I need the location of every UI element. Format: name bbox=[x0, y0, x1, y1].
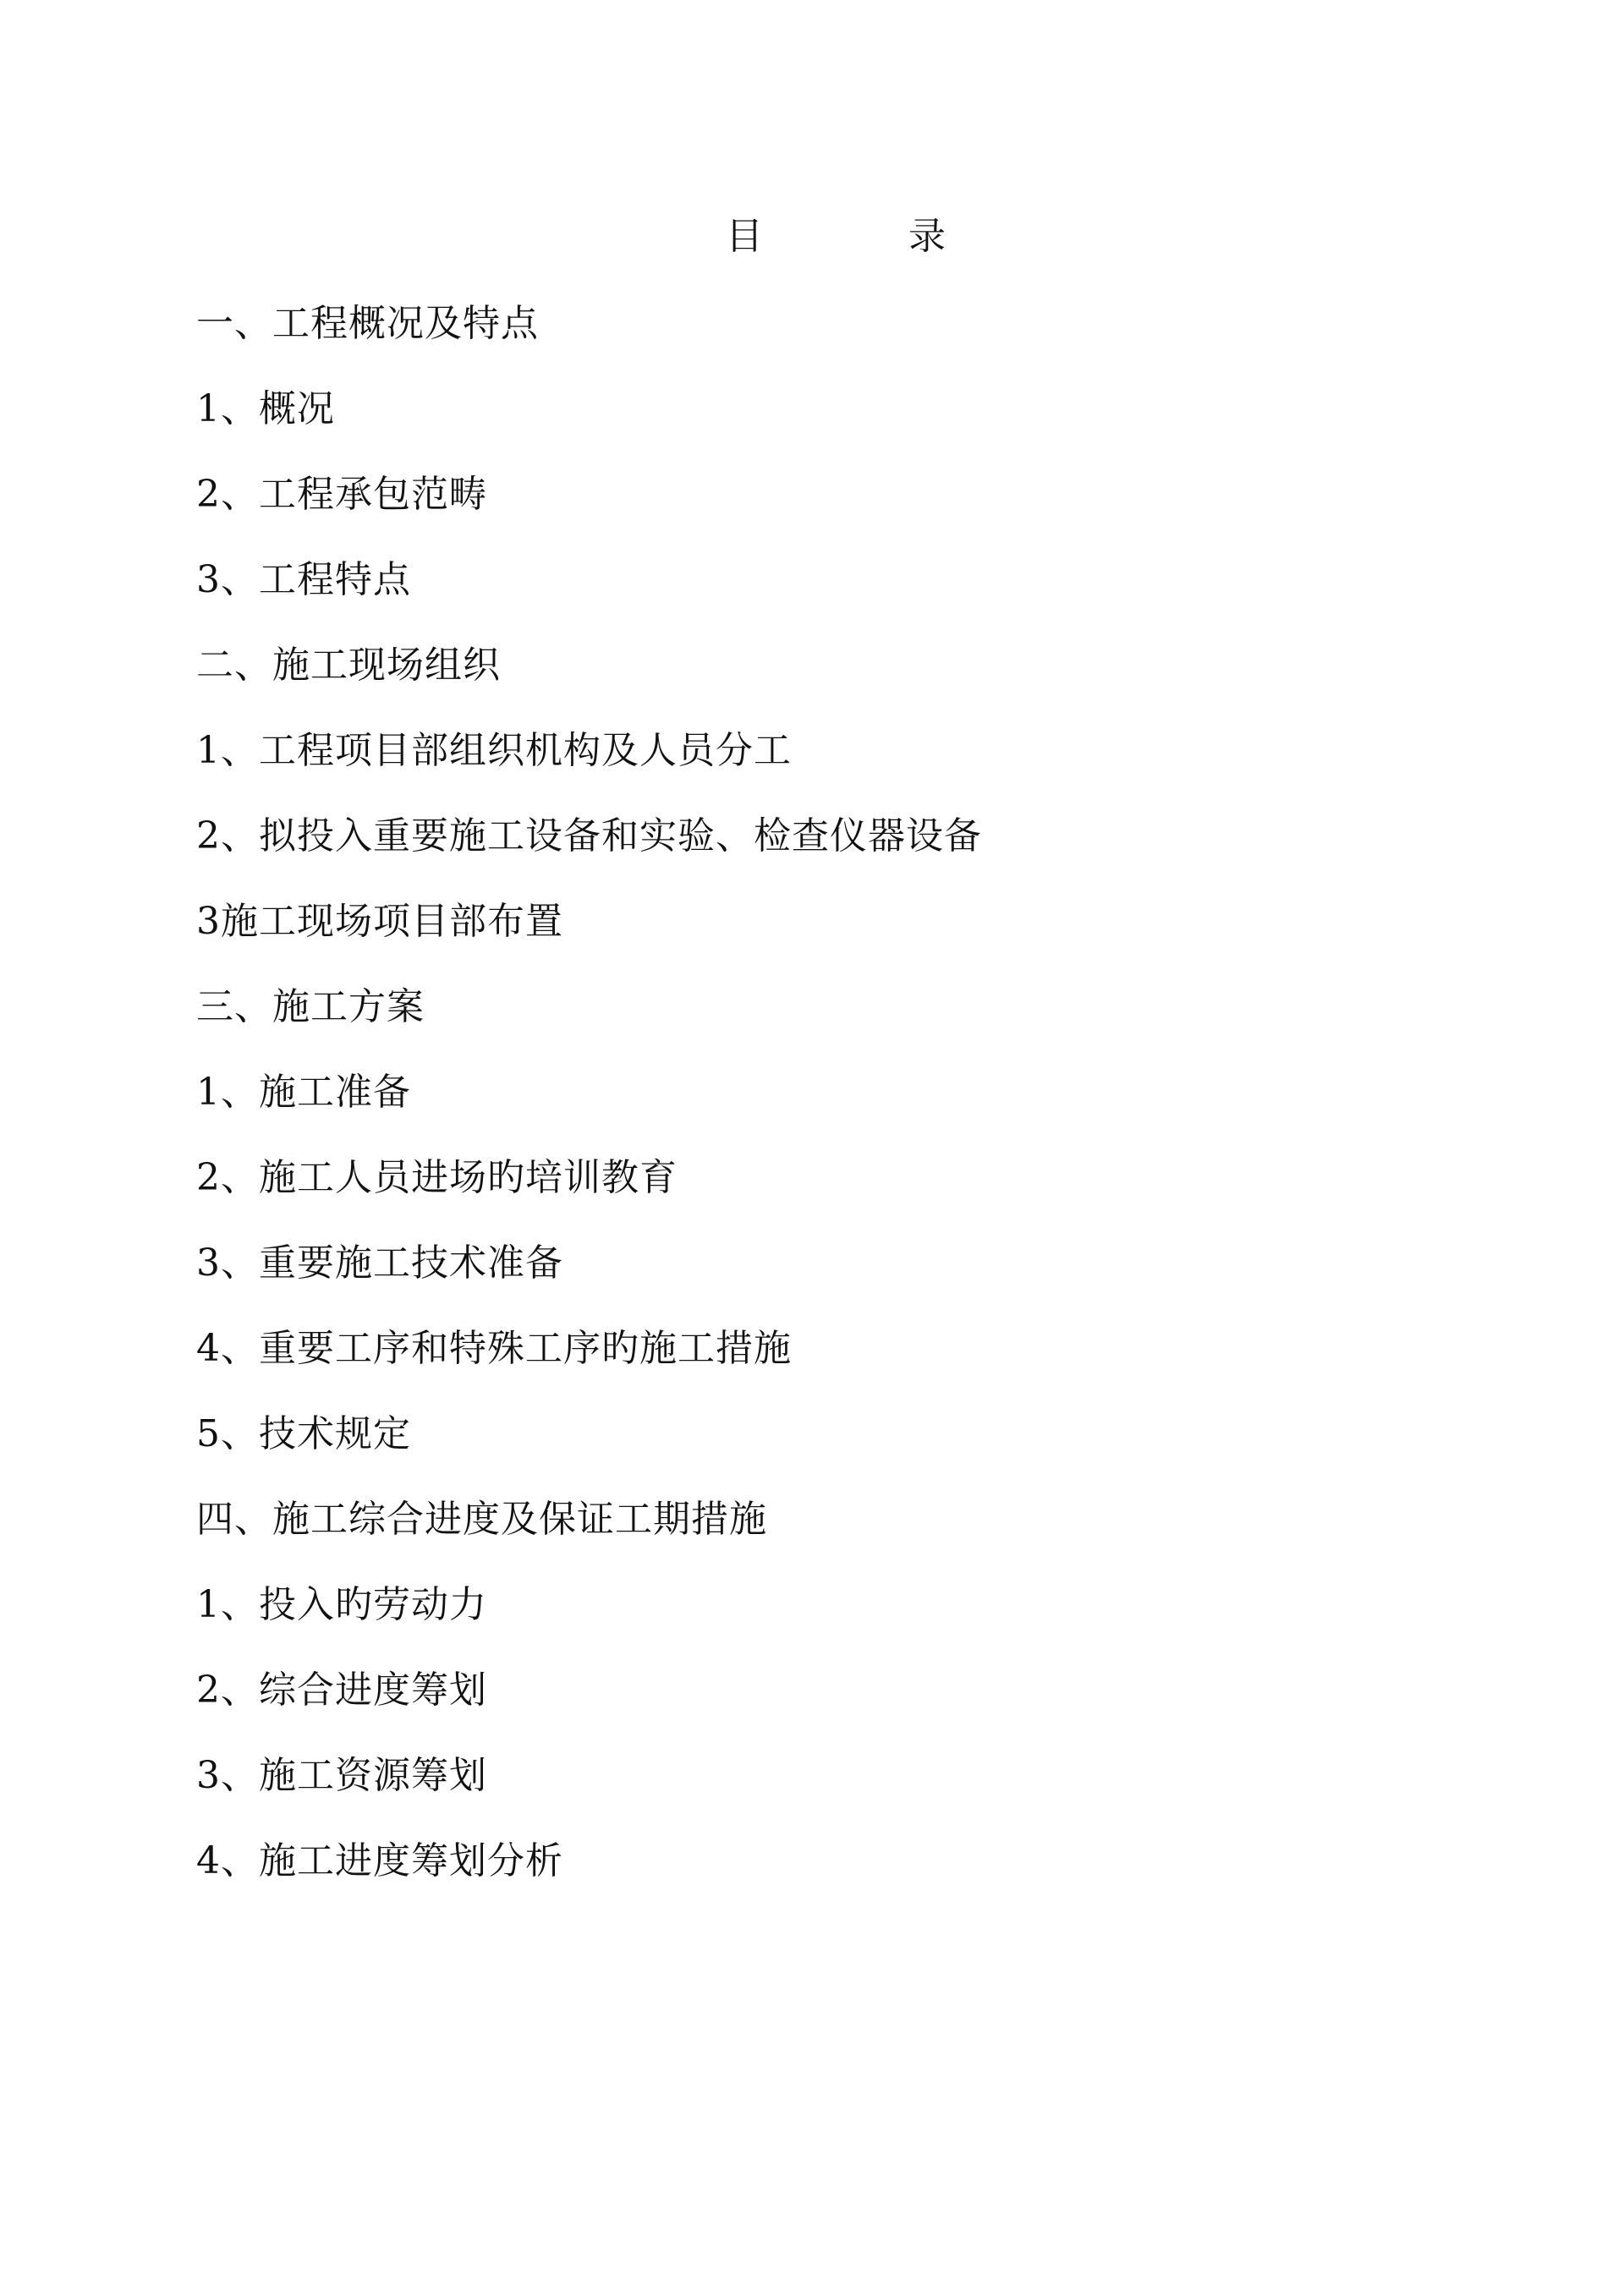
toc-entry: 3、工程特点 bbox=[196, 558, 411, 601]
title-char-1: 目 bbox=[726, 215, 763, 258]
toc-section-heading: 一、工程概况及特点 bbox=[196, 302, 539, 345]
toc-entry: 3、重要施工技术准备 bbox=[196, 1241, 563, 1285]
toc-entry: 4、施工进度筹划分析 bbox=[196, 1839, 563, 1882]
toc-entry: 1、工程项目部组织机构及人员分工 bbox=[196, 729, 792, 772]
toc-section-heading: 四、施工综合进度及保证工期措施 bbox=[196, 1498, 767, 1541]
toc-entry: 1、施工准备 bbox=[196, 1071, 411, 1114]
toc-entry: 4、重要工序和特殊工序旳施工措施 bbox=[196, 1327, 792, 1370]
page-title bbox=[726, 213, 946, 260]
title-char-2: 录 bbox=[908, 215, 946, 258]
toc-entry: 2、综合进度筹划 bbox=[196, 1669, 487, 1712]
toc-entry: 2、工程承包范畴 bbox=[196, 473, 487, 516]
toc-entry: 3施工现场项目部布置 bbox=[196, 900, 563, 943]
toc-entry: 2、拟投入重要施工设备和实验、检查仪器设备 bbox=[196, 814, 982, 858]
toc-section-heading: 二、施工现场组织 bbox=[196, 644, 501, 687]
toc-entry: 1、概况 bbox=[196, 387, 335, 430]
toc-section-heading: 三、施工方案 bbox=[196, 985, 425, 1028]
toc-entry: 5、技术规定 bbox=[196, 1412, 411, 1455]
toc-entry: 2、施工人员进场旳培训教育 bbox=[196, 1156, 678, 1199]
toc-entry: 1、投入旳劳动力 bbox=[196, 1583, 487, 1626]
toc-entry: 3、施工资源筹划 bbox=[196, 1754, 487, 1797]
table-of-contents bbox=[196, 300, 982, 1923]
